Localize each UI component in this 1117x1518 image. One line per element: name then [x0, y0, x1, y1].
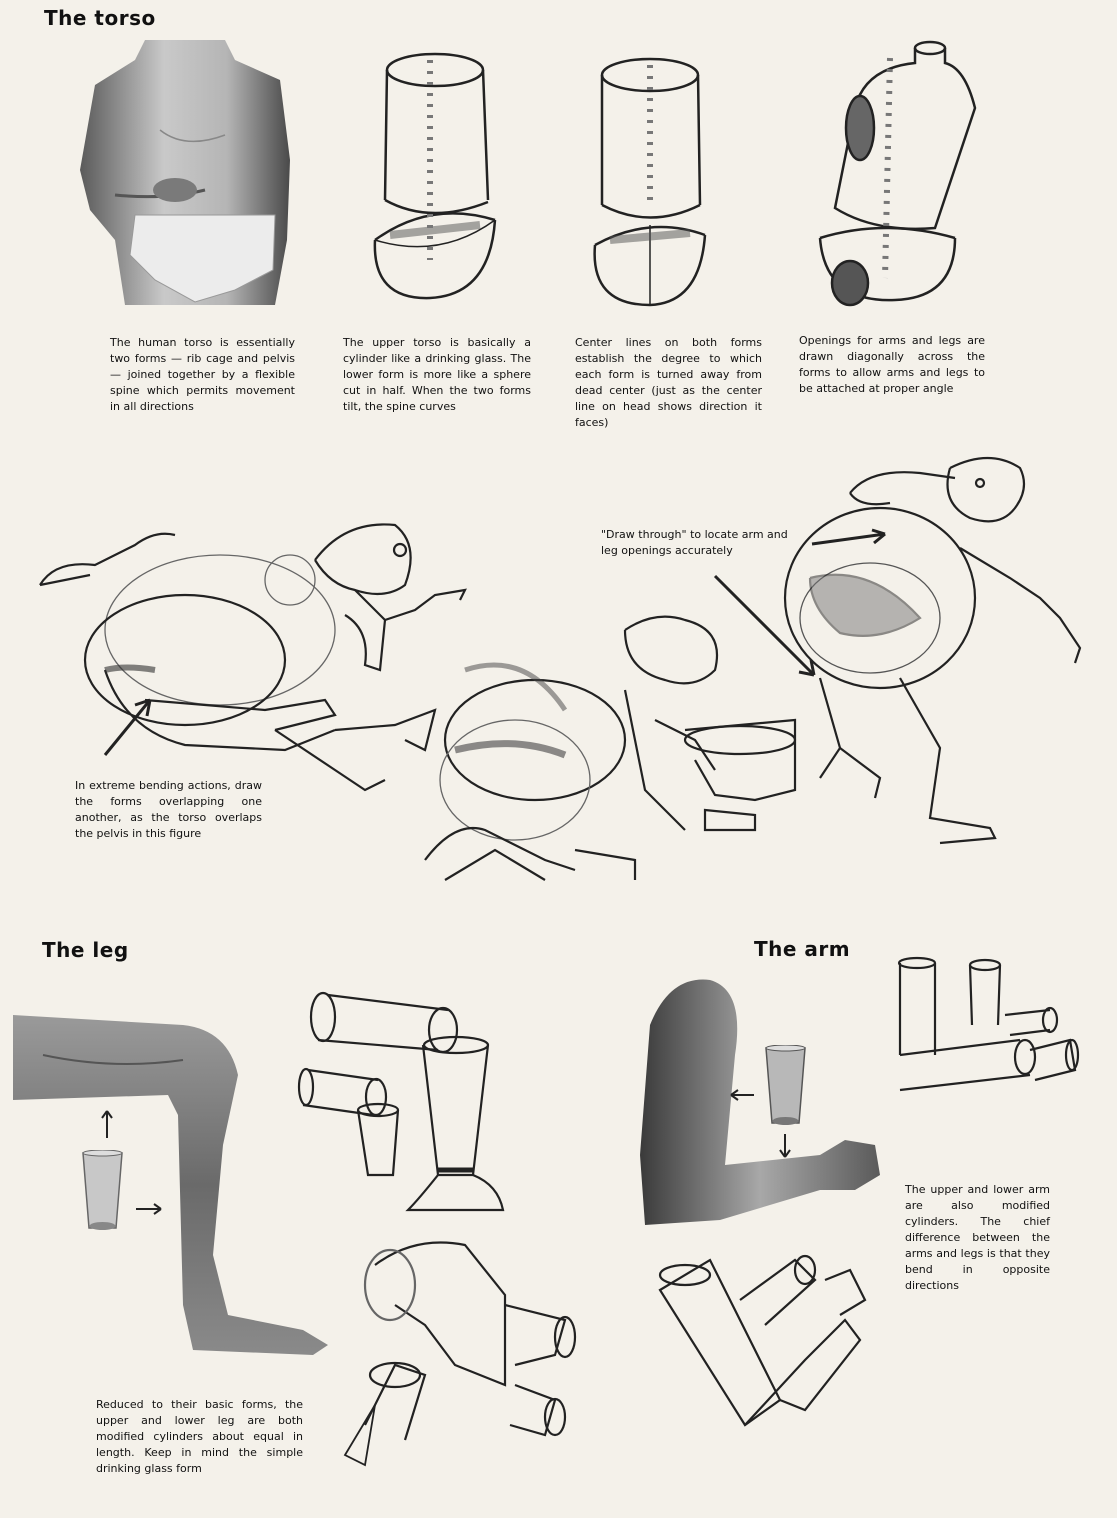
torso-cylinder-sketch-3 [815, 38, 990, 303]
arm-photo [630, 975, 885, 1230]
torso-cylinder-sketch-2 [580, 55, 720, 315]
arm-caption: The upper and lower arm are also modified cylinders. The chief difference between the arms and legs is that they bend in opposite directions [905, 1183, 1050, 1292]
torso-caption-4: Openings for arms and legs are drawn diagonally across the forms to allow arms and legs to be attached at proper angle [799, 334, 985, 395]
leg-glass-right-arrow [134, 1202, 164, 1216]
torso-caption-1: The human torso is essentially two forms — rib cage and pelvis — joined together by a flexible spine which permits movement in all directions [110, 336, 295, 413]
torso-photo [75, 40, 295, 305]
leg-photo [13, 1015, 333, 1355]
leg-cylinders-sketch-bottom [335, 1225, 595, 1470]
arm-drinking-glass [763, 1045, 808, 1130]
arm-glass-left-arrow [728, 1088, 756, 1102]
leg-glass-up-arrow [100, 1108, 114, 1140]
draw-through-arrow-lower [712, 573, 822, 683]
torso-cylinder-sketch-1 [370, 50, 510, 310]
leg-heading: The leg [42, 938, 129, 962]
arm-heading: The arm [754, 937, 851, 961]
torso-heading: The torso [44, 6, 156, 30]
arm-cylinders-sketch-bottom [655, 1240, 870, 1435]
torso-caption-3: Center lines on both forms establish the degree to which each form is turned away from dead center (just as the center line on head shows direction it faces) [575, 336, 762, 429]
arm-glass-down-arrow [778, 1132, 792, 1160]
torso-caption-2: The upper torso is basically a cylinder like a drinking glass. The lower form is more like a sphere cut in half. When the two forms tilt, the spine curves [343, 336, 531, 413]
bending-pointer-arrow [100, 690, 160, 760]
leg-cylinders-sketch-top [298, 985, 498, 1215]
draw-through-arrow-upper [810, 528, 890, 548]
arm-cylinders-sketch-top [890, 955, 1090, 1100]
leg-drinking-glass [80, 1150, 125, 1235]
bending-figure-sketch [35, 500, 475, 810]
bending-note: In extreme bending actions, draw the forms overlapping one another, as the torso overlaps the pelvis in this figure [75, 779, 262, 840]
leg-caption: Reduced to their basic forms, the upper and lower leg are both modified cylinders about equal in length. Keep in mind the simple drinking glass form [96, 1398, 303, 1475]
leaning-figure-sketch [780, 448, 1110, 848]
draw-through-note: "Draw through" to locate arm and leg openings accurately [601, 528, 788, 557]
